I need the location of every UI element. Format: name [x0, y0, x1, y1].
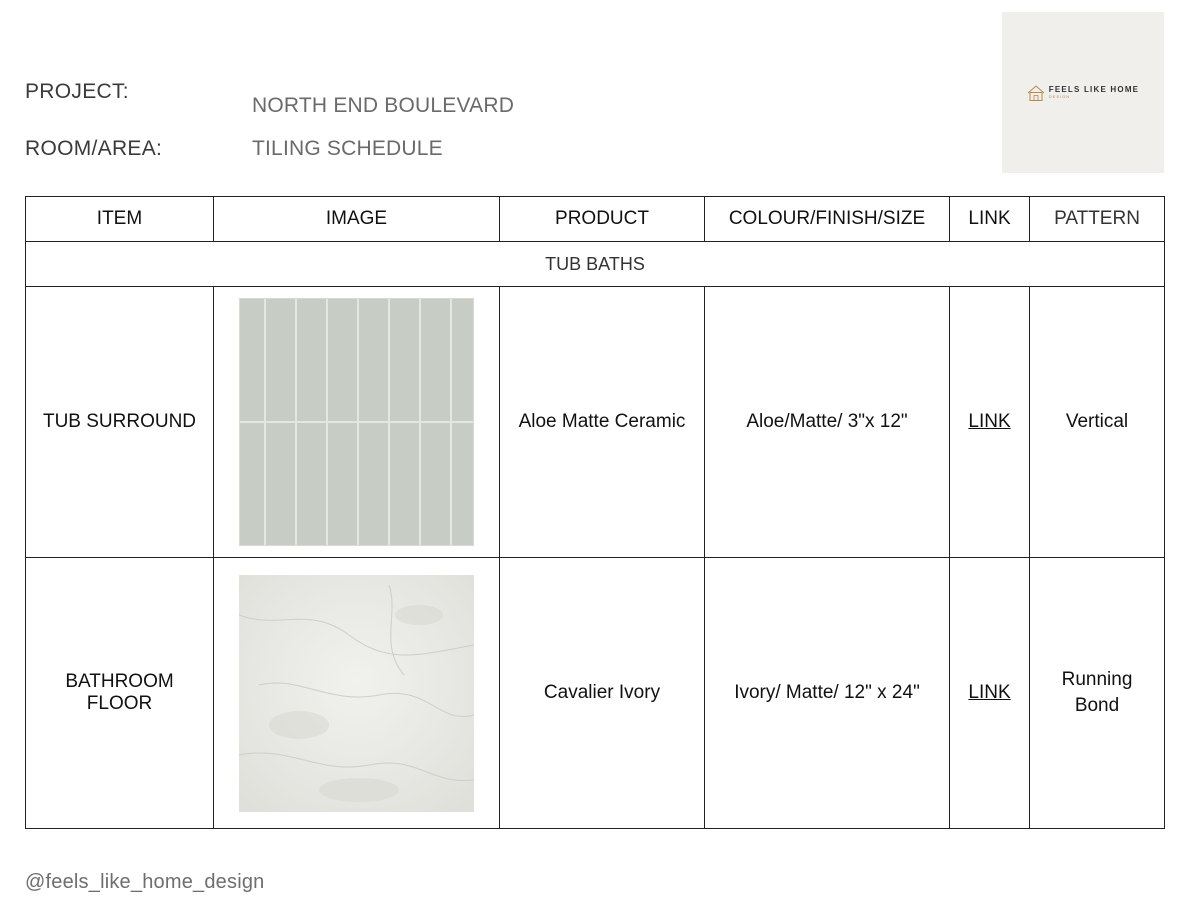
pattern-cell — [1030, 558, 1165, 829]
spec-cell: Aloe/Matte/ 3"x 12" — [705, 287, 950, 558]
column-header-image: IMAGE — [214, 197, 500, 242]
table-row — [26, 287, 1165, 558]
section-row — [26, 242, 1165, 287]
brand-logo — [1002, 12, 1164, 173]
product-link[interactable]: LINK — [968, 411, 1011, 432]
tiling-schedule-table — [25, 196, 1165, 829]
pattern-cell: Vertical — [1030, 287, 1165, 558]
spec-cell: Ivory/ Matte/ 12" x 24" — [705, 558, 950, 829]
project-label: PROJECT: — [25, 80, 129, 103]
link-cell — [950, 558, 1030, 829]
pattern-text: Running Bond — [1061, 669, 1133, 716]
link-cell — [950, 287, 1030, 558]
item-cell: BATHROOM FLOOR — [26, 558, 214, 829]
house-icon — [1027, 85, 1045, 101]
room-area-value: TILING SCHEDULE — [252, 137, 443, 160]
table-row — [26, 558, 1165, 829]
image-cell — [214, 558, 500, 829]
column-header-colour-finish-size: COLOUR/FINISH/SIZE — [705, 197, 950, 242]
image-cell — [214, 287, 500, 558]
logo-subtitle: DESIGN — [1048, 94, 1071, 99]
table-header-row — [26, 197, 1165, 242]
social-handle: @feels_like_home_design — [25, 871, 265, 893]
logo-title: FEELS LIKE HOME — [1048, 85, 1140, 94]
product-cell: Cavalier Ivory — [500, 558, 705, 829]
product-link[interactable]: LINK — [968, 682, 1011, 703]
column-header-pattern: PATTERN — [1030, 197, 1165, 242]
column-header-link: LINK — [950, 197, 1030, 242]
column-header-product: PRODUCT — [500, 197, 705, 242]
column-header-item: ITEM — [26, 197, 214, 242]
section-title: TUB BATHS — [26, 242, 1165, 287]
project-name: NORTH END BOULEVARD — [252, 94, 515, 117]
aloe-subway-tile-image — [239, 298, 474, 546]
room-area-label: ROOM/AREA: — [25, 137, 163, 160]
ivory-marble-tile-image — [239, 575, 474, 812]
item-cell: TUB SURROUND — [26, 287, 214, 558]
product-cell: Aloe Matte Ceramic — [500, 287, 705, 558]
